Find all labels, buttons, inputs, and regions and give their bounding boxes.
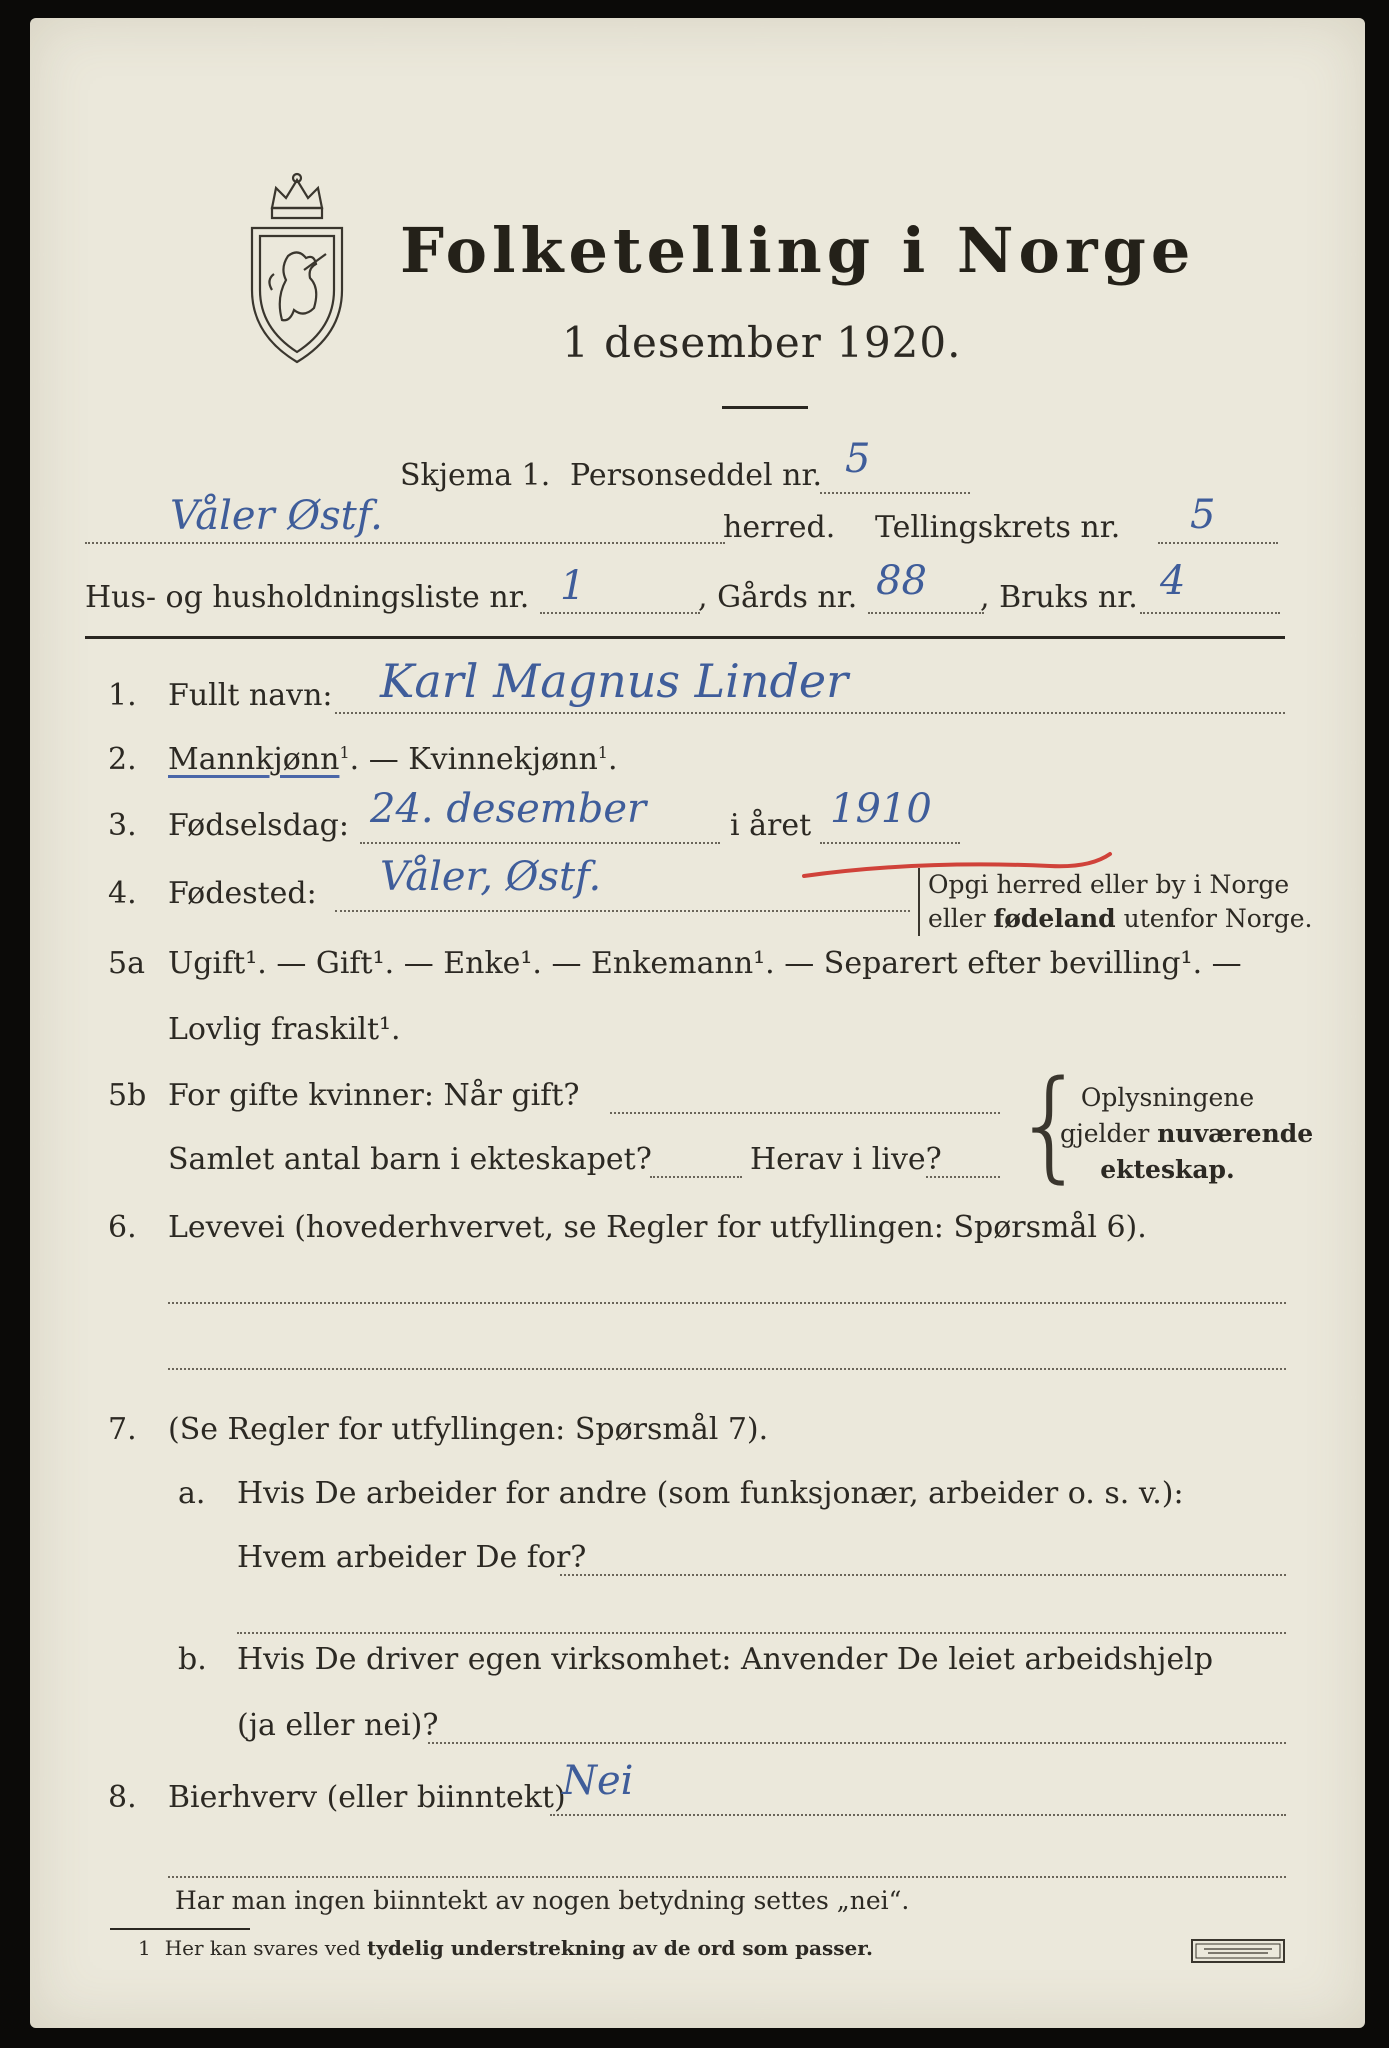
personseddel-label: Personseddel nr. [570,458,823,493]
female-option[interactable]: Kvinnekjønn [408,742,598,777]
q7a-employer-line[interactable] [560,1574,1286,1576]
q2-number: 2. [108,742,137,777]
tellingskrets-label: Tellingskrets nr. [875,510,1121,545]
full-name-value[interactable]: Karl Magnus Linder [380,654,849,708]
q5b-alive-label: Herav i live? [750,1142,942,1177]
q6-answer-line-2[interactable] [168,1368,1286,1370]
bruks-value[interactable]: 4 [1160,558,1186,604]
footnote-divider [110,1928,250,1930]
footnote-ref: 1 [339,743,350,762]
gards-value[interactable]: 88 [876,558,927,604]
section-divider [85,636,1285,639]
q5a-marital-options[interactable]: Ugift¹. — Gift¹. — Enke¹. — Enkemann¹. — Separert efter bevilling¹. — [168,946,1242,981]
herred-value[interactable]: Våler Østf. [170,493,383,539]
census-date: 1 desember 1920. [562,318,962,367]
q1-label: Fullt navn: [168,678,333,713]
q4-label: Fødested: [168,876,317,911]
husholdningsliste-label: Hus- og husholdningsliste nr. [85,580,530,615]
side-income-value[interactable]: Nei [562,1758,634,1804]
q7b-yes-no-label: (ja eller nei)? [237,1708,439,1743]
q3-label: Fødselsdag: [168,808,349,843]
q4-note: Opgi herred eller by i Norge eller fødeland utenfor Norge. [918,868,1312,936]
q7a-employer-line-2[interactable] [237,1632,1286,1634]
q5a-number: 5a [108,946,145,981]
q8-number: 8. [108,1780,137,1815]
q4-number: 4. [108,876,137,911]
birthday-value[interactable]: 24. desember [370,786,647,832]
birthplace-value[interactable]: Våler, Østf. [380,854,602,900]
coat-of-arms-icon [242,170,352,370]
bottom-note: Har man ingen biinntekt av nogen betydning settes „nei“. [175,1886,910,1915]
q7-number: 7. [108,1412,137,1447]
birth-year-value[interactable]: 1910 [830,786,932,832]
q1-number: 1. [108,678,137,713]
skjema-label: Skjema 1. [400,458,551,493]
q5b-number: 5b [108,1078,147,1113]
q8-answer-line-2[interactable] [168,1876,1286,1878]
year-label: i året [730,808,812,843]
tellingskrets-value[interactable]: 5 [1190,492,1216,538]
q5b-children-label: Samlet antal barn i ekteskapet? [168,1142,652,1177]
q5b-note: Oplysningene gjelder nuværende ekteskap. [1060,1083,1314,1184]
male-option[interactable]: Mannkjønn [168,742,340,777]
q5b-brace: { [1012,1056,1089,1195]
q7a-question: Hvis De arbeider for andre (som funksjonær, arbeider o. s. v.): [237,1476,1184,1511]
gards-label: , Gårds nr. [698,580,858,615]
personseddel-value[interactable]: 5 [845,436,871,482]
form-title: Folketelling i Norge [400,214,1196,287]
q5a-divorced-option[interactable]: Lovlig fraskilt¹. [168,1012,401,1047]
q8-label: Bierhverv (eller biinntekt) [168,1780,566,1815]
husholdningsliste-value[interactable]: 1 [560,563,586,609]
q3-number: 3. [108,808,137,843]
q7b-letter: b. [178,1642,207,1677]
q7a-employer-label: Hvem arbeider De for? [237,1540,587,1575]
q6-number: 6. [108,1210,137,1245]
bruks-label: , Bruks nr. [980,580,1138,615]
q6-answer-line-1[interactable] [168,1302,1286,1304]
title-divider [722,406,808,409]
q7-label: (Se Regler for utfyllingen: Spørsmål 7). [168,1412,769,1447]
printer-stamp-icon [1190,1938,1286,1964]
q7a-letter: a. [178,1476,206,1511]
q7b-answer-line[interactable] [428,1742,1286,1744]
q5b-married-label: For gifte kvinner: Når gift? [168,1078,580,1113]
q6-label: Levevei (hovederhvervet, se Regler for utfyllingen: Spørsmål 6). [168,1210,1147,1245]
census-form [30,18,1365,2028]
footnote: 1 Her kan svares ved tydelig understrekning av de ord som passer. [138,1936,873,1960]
herred-label: herred. [723,510,836,545]
q2-gender-options: Mannkjønn$^1$. — Kvinnekjønn$^1$. [168,742,618,777]
q7b-question: Hvis De driver egen virksomhet: Anvender De leiet arbeidshjelp [237,1642,1214,1677]
